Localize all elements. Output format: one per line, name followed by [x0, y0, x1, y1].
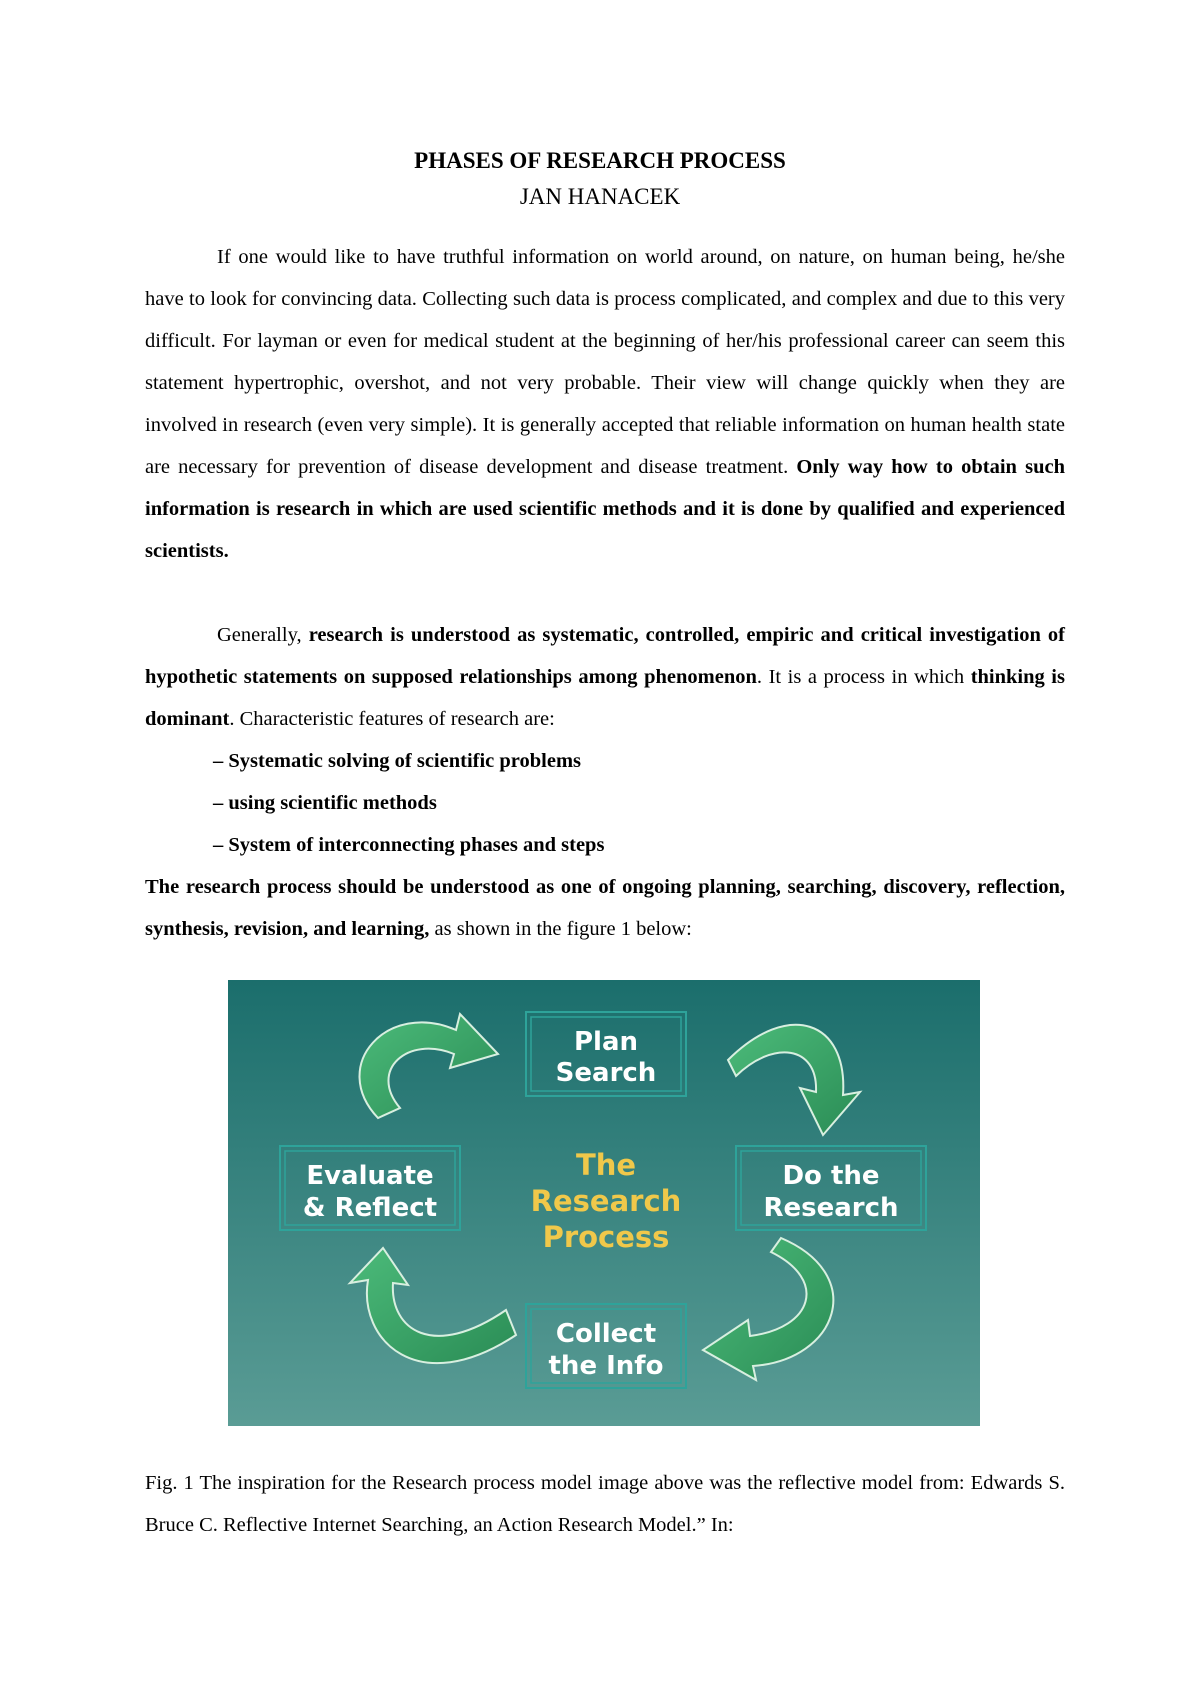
box-collect-line1: Collect	[555, 1319, 657, 1349]
research-process-figure	[228, 980, 980, 1426]
paragraph-process	[145, 866, 1065, 950]
center-label-line1: The	[575, 1148, 637, 1182]
feature-item: – using scientific methods	[213, 792, 437, 814]
paragraph-intro	[145, 236, 1065, 572]
box-evaluate-line1: Evaluate	[306, 1161, 434, 1191]
definition-bold: research is understood as systematic, controlled, empiric and critical investigation of hypothetic statements on supposed relationships among phenomenon	[145, 624, 1065, 688]
box-collect-line2: the Info	[548, 1351, 664, 1381]
box-do-line2: Research	[763, 1193, 899, 1223]
paragraph-intro-bold: Only way how to obtain such information is research in which are used scientific methods and it is done by qualified and experienced scientists.	[145, 456, 1065, 562]
process-tail: as shown in the figure 1 below:	[429, 918, 692, 940]
definition-tail: . Characteristic features of research are:	[229, 708, 555, 730]
center-label-line2: Research	[530, 1184, 682, 1218]
document-author: JAN HANACEK	[519, 184, 681, 209]
box-plan-line2: Search	[555, 1058, 657, 1088]
paragraph-definition	[145, 614, 1065, 740]
process-bold: The research process should be understood as one of ongoing planning, searching, discovery, reflection, synthesis, revision, and learning,	[145, 876, 1065, 940]
box-evaluate-line2: & Reflect	[302, 1193, 438, 1223]
definition-mid: . It is a process in which	[756, 666, 971, 688]
center-label-line3: Process	[542, 1220, 670, 1254]
figure-caption: Fig. 1 The inspiration for the Research process model image above was the reflective model from: Edwards S. Bruce C. Reflective Internet Searching, an Action Research Model.” In:	[145, 1472, 1065, 1536]
paragraph-intro-text: If one would like to have truthful information on world around, on nature, on human being, he/she have to look for convincing data. Collecting such data is process complicated, and complex and due to this very difficult. For layman or even for medical student at the beginning of her/his professional career can seem this statement hypertrophic, overshot, and not very probable. Their view will change quickly when they are involved in research (even very simple). It is generally accepted that reliable information on human health state are necessary for prevention of disease development and disease treatment.	[145, 246, 1065, 478]
document-title: PHASES OF RESEARCH PROCESS	[414, 148, 786, 173]
box-plan-line1: Plan	[573, 1027, 639, 1057]
definition-lead: Generally,	[217, 624, 309, 646]
feature-item: – Systematic solving of scientific problems	[213, 750, 582, 772]
feature-list	[213, 740, 604, 866]
definition-thinking: thinking is dominant	[145, 666, 1065, 730]
feature-item: – System of interconnecting phases and steps	[213, 834, 605, 856]
box-do-line1: Do the	[782, 1161, 880, 1191]
research-process-diagram	[228, 980, 980, 1426]
